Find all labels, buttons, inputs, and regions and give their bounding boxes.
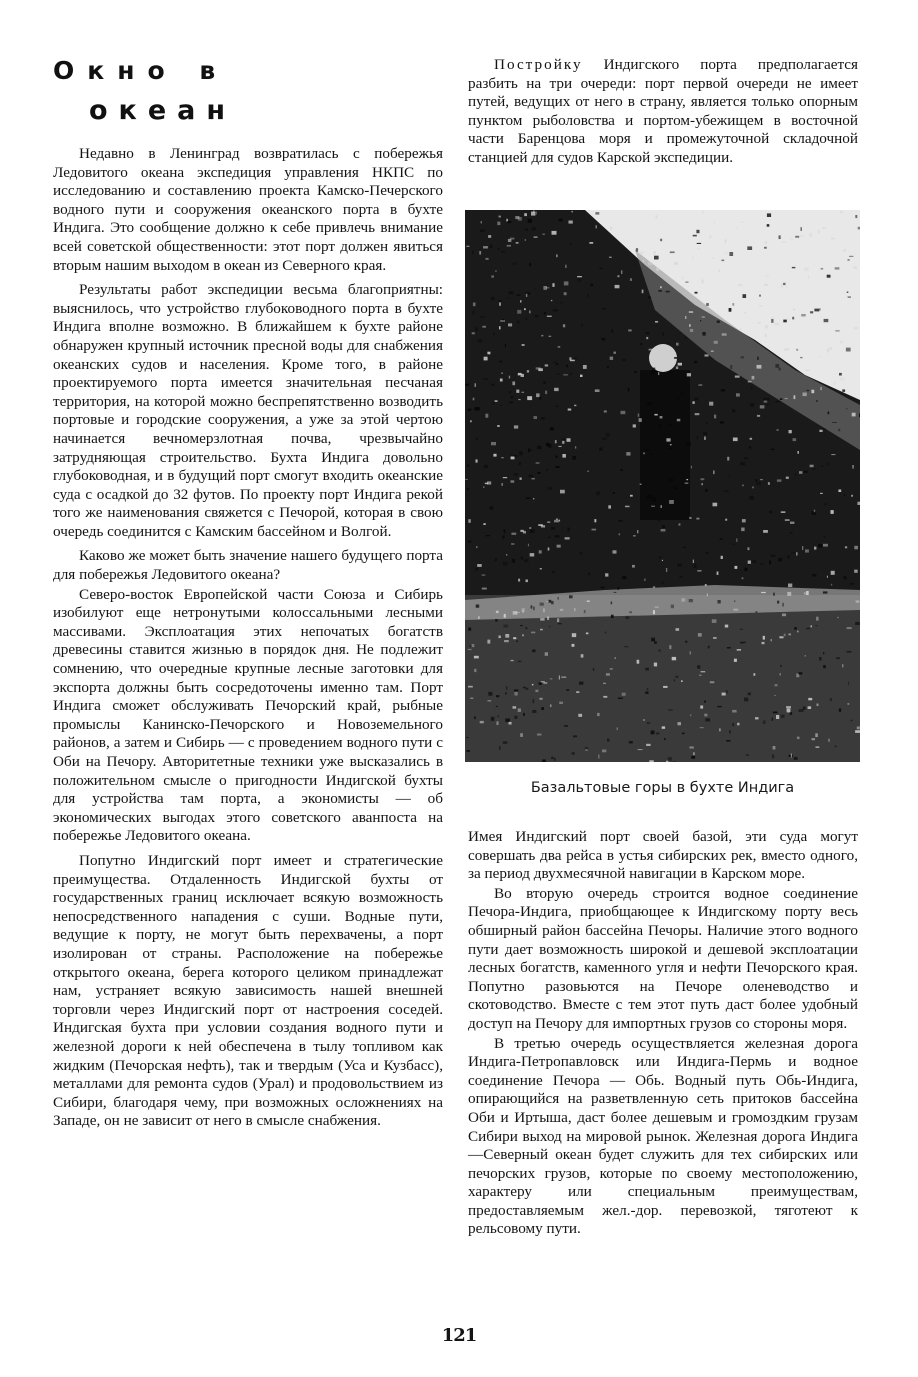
spaced-lead-word: Постройку — [494, 56, 583, 73]
paragraph: Северо-восток Европейской части Союза и Сибирь изобилуют еще нетронутыми колоссальными лесными массивами. Эксплоатация этих непочатых богатств древесины ставится жизнью в порядок дня. Не подлежит сомнению, что очередные крупные лесные заготовки для экспорта должны быть сосредоточены именно там. Порт Индига сможет обслуживать Печорский край, рыбные промыслы Канинско-Печорского и Новоземельного районов, а затем и Сибирь — с проведением водного пути с Оби на Печору. Авторитетные техники уже высказались в положительном смысле о пригодности Индигской бухты для устройства там порта, а экономисты — об экономических выгодах этого советского аванпоста на побережье Ледовитого океана. — [53, 585, 443, 845]
article-title — [53, 56, 236, 126]
paragraph: Результаты работ экспедиции весьма благоприятны: выяснилось, что устройство глубоководного порта в бухте Индига вполне возможно. В ближайшем к бухте районе обнаружен крупный источник пресной воды для снабжения океанских судов и населения. Кроме того, в районе проектируемого порта имеется значительная песчаная территория, на которой можно беспрепятственно возводить портовые и городские сооружения, а уже за этой чертою начинается вечномерзлотная почва, чрезвычайно затрудняющая строительство. Бухта Индига довольно глубоководная, и в будущий порт смогут входить океанские суда с осадкой до 32 футов. По проекту порт Индига рекой того же наименования свяжется с Печорой, которая в свою очередь соединится с Камским бассейном и Волгой. — [53, 281, 443, 540]
right-column-bottom — [468, 828, 858, 1245]
paragraph: Во вторую очередь строится водное соединение Печора-Индига, приобщающее к Индигскому порту весь обширный район бассейна Печоры. Наличие этого водного пути дает возможность широкой и дешевой эксплоатации лесных богатств, каменного угля и нефти Печорского края. Попутно разовьются на Печоре оленеводство и скотоводство. Вместе с тем этот путь даст более удобный доступ на Печору для импортных грузов со стороны моря. — [468, 884, 858, 1032]
photo-basalt-mountains — [465, 210, 860, 762]
page-number: 121 — [441, 1325, 477, 1346]
paragraph: Недавно в Ленинград возвратилась с побережья Ледовитого океана экспедиция управления НКПС по исследованию и составлению проекта Камско-Печерского водного пути и сооружения океанского порта в бухте Индига. Это сообщение должно к себе привлечь внимание всей советской общественности: этот порт должен явиться вторым нашим выходом в океан из Северного края. — [53, 145, 443, 274]
paragraph-text: Индигского порта предполагается разбить на три очереди: порт первой очереди не имеет путей, ведущих от него в страну, является только опорным пунктом рыболовства и портом-убежищем в восточной части Баренцова моря и промежуточной складочной станцией для судов Карской экспедиции. — [468, 56, 858, 166]
paragraph: В третью очередь осуществляется железная дорога Индига-Петропавловск или Индига-Пермь и водное соединение Печора — Обь. Водный путь Обь-Индига, опирающийся на разветвленную сеть притоков бассейна Оби и Иртыша, даст более дешевым и громоздким грузам Сибири выход на мировой рынок. Железная дорога Индига—Северный океан будет служить для тех сибирских или печорских грузов, которые по своему местоположению, характеру или специальным преимуществам, предоставляемым жел.-дор. перевозкой, тяготеют к рельсовому пути. — [468, 1034, 858, 1238]
title-line-1: Окно в — [53, 56, 229, 85]
paragraph: Имея Индигский порт своей базой, эти суда могут совершать два рейса в устья сибирских рек, вместо одного, за период двухмесячной навигации в Карском море. — [468, 828, 858, 883]
photo-image — [465, 210, 860, 762]
paragraph: Каково же может быть значение нашего будущего порта для побережья Ледовитого океана? — [53, 547, 443, 584]
right-column-top — [468, 56, 858, 174]
paragraph: Попутно Индигский порт имеет и стратегические преимущества. Отдаленность Индигской бухты от государственных границ исключает всякую возможность непосредственного нападения с суши. Водные пути, ведущие к порту, не могут быть перехвачены, а порт изолирован от страны. Расположение на побережье открытого океана, берега которого целиком принадлежат нам, устраняет всякую зависимость нашей внешней торговли через Индигский порт от настроения соседей. Индигская бухта при условии создания водного пути и железной дороги к ней обеспечена в тылу топливом как жидким (Печорская нефть), так и твердым (Уса и Кузбасс), металлами для ремонта судов (Урал) и продовольствием из Сибири, благодаря чему, при возможных осложнениях на Западе, он не зависит от него в смысле снабжения. — [53, 851, 443, 1130]
paragraph — [468, 56, 858, 168]
title-line-2: океан — [89, 95, 237, 126]
left-column — [53, 145, 443, 1137]
photo-caption: Базальтовые горы в бухте Индига — [530, 780, 795, 796]
